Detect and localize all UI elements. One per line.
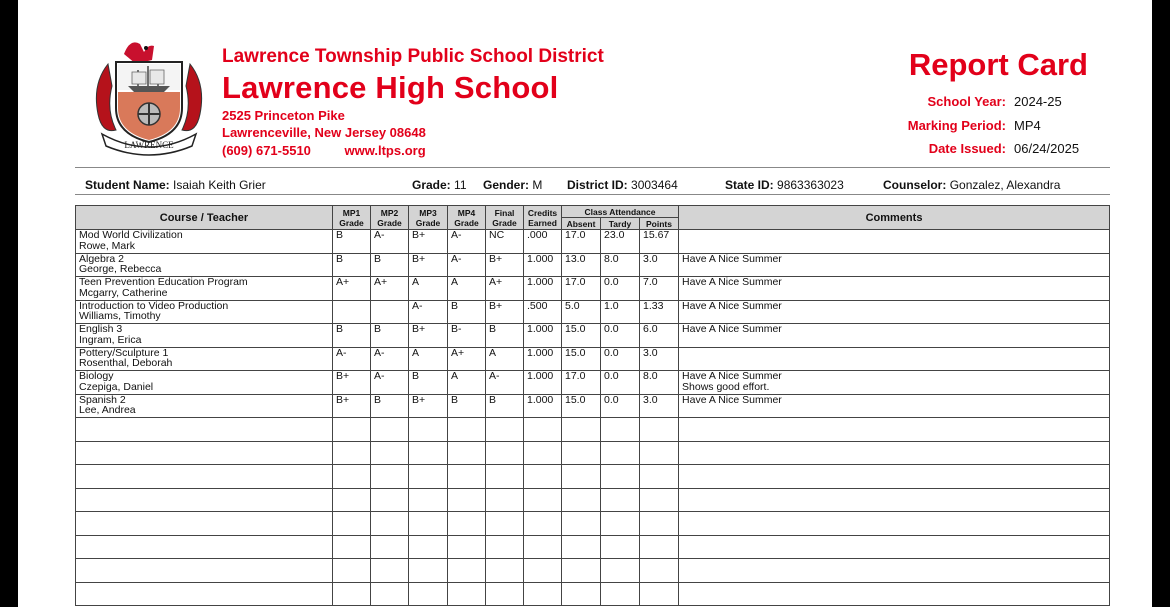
- empty-cell: [601, 441, 640, 465]
- credits-cell: 1.000: [524, 253, 562, 277]
- tardy-cell: 0.0: [601, 324, 640, 348]
- empty-cell: [679, 535, 1110, 559]
- mp4-cell: B: [448, 394, 486, 418]
- absent-cell: 17.0: [562, 230, 601, 254]
- comment-cell: [679, 300, 1110, 324]
- empty-cell: [562, 535, 601, 559]
- points-cell: 3.0: [640, 253, 679, 277]
- mp4-cell: A: [448, 371, 486, 395]
- final-cell: NC: [486, 230, 524, 254]
- points-cell: 8.0: [640, 371, 679, 395]
- course-name: Teen Prevention Education Program: [79, 276, 248, 288]
- empty-cell: [371, 465, 409, 489]
- student-name-label: Student Name:: [85, 178, 170, 192]
- header-credits-earned: Credits Earned: [524, 206, 562, 230]
- empty-cell: [448, 582, 486, 606]
- points-cell: 6.0: [640, 324, 679, 348]
- grades-table: [75, 205, 1110, 606]
- comment-line: Have A Nice Summer: [682, 300, 782, 312]
- empty-cell: [76, 418, 333, 442]
- district-name: Lawrence Township Public School District: [222, 46, 604, 67]
- empty-cell: [76, 512, 333, 536]
- course-name: Spanish 2: [79, 394, 126, 406]
- empty-table-row: [76, 465, 1110, 489]
- tardy-cell: 1.0: [601, 300, 640, 324]
- tardy-cell: 0.0: [601, 347, 640, 371]
- district-id-label: District ID:: [567, 178, 628, 192]
- mp4-cell: B-: [448, 324, 486, 348]
- comment-cell: [679, 277, 1110, 301]
- address-city: Lawrenceville, New Jersey 08648: [222, 125, 426, 140]
- grades-table-body: [76, 230, 1110, 606]
- mp1-cell: B+: [333, 371, 371, 395]
- header-mp2: MP2 Grade: [371, 206, 409, 230]
- empty-cell: [679, 465, 1110, 489]
- empty-cell: [601, 418, 640, 442]
- empty-cell: [76, 441, 333, 465]
- mp3-cell: B+: [409, 324, 448, 348]
- empty-cell: [601, 465, 640, 489]
- table-row: [76, 253, 1110, 277]
- comment-line: Have A Nice Summer: [682, 323, 782, 335]
- teacher-name: Lee, Andrea: [79, 404, 136, 416]
- mp2-cell: A-: [371, 230, 409, 254]
- empty-cell: [640, 582, 679, 606]
- empty-cell: [601, 535, 640, 559]
- empty-cell: [371, 582, 409, 606]
- empty-cell: [524, 441, 562, 465]
- empty-cell: [524, 535, 562, 559]
- table-row: [76, 324, 1110, 348]
- empty-cell: [679, 582, 1110, 606]
- school-year-row: [927, 94, 1086, 109]
- mp3-cell: B+: [409, 230, 448, 254]
- credits-cell: 1.000: [524, 347, 562, 371]
- empty-cell: [76, 465, 333, 489]
- empty-cell: [371, 512, 409, 536]
- mp2-cell: A-: [371, 371, 409, 395]
- date-issued-value: 06/24/2025: [1014, 141, 1080, 156]
- marking-period-row: [908, 118, 1086, 133]
- empty-cell: [486, 512, 524, 536]
- empty-cell: [409, 465, 448, 489]
- empty-cell: [409, 441, 448, 465]
- grade-label: Grade:: [412, 178, 451, 192]
- student-info-bar: [75, 178, 1110, 192]
- course-name: Pottery/Sculpture 1: [79, 347, 169, 359]
- absent-cell: 13.0: [562, 253, 601, 277]
- empty-cell: [524, 488, 562, 512]
- credits-cell: .500: [524, 300, 562, 324]
- table-row: [76, 230, 1110, 254]
- empty-cell: [371, 559, 409, 583]
- comment-line: Have A Nice Summer: [682, 370, 782, 382]
- report-card-page: [18, 0, 1152, 607]
- empty-table-row: [76, 535, 1110, 559]
- empty-cell: [679, 559, 1110, 583]
- mp4-cell: A-: [448, 253, 486, 277]
- empty-cell: [409, 512, 448, 536]
- empty-cell: [524, 559, 562, 583]
- grade-value: 11: [454, 178, 467, 192]
- student-name: Isaiah Keith Grier: [173, 178, 266, 192]
- points-cell: 15.67: [640, 230, 679, 254]
- empty-cell: [562, 488, 601, 512]
- final-cell: B: [486, 324, 524, 348]
- date-issued-label: Date Issued:: [928, 141, 1006, 156]
- empty-cell: [524, 582, 562, 606]
- mp1-cell: B: [333, 230, 371, 254]
- tardy-cell: 0.0: [601, 277, 640, 301]
- course-cell: [76, 347, 333, 371]
- empty-cell: [76, 559, 333, 583]
- teacher-name: Rosenthal, Deborah: [79, 357, 173, 369]
- empty-cell: [679, 441, 1110, 465]
- empty-cell: [640, 488, 679, 512]
- empty-cell: [333, 535, 371, 559]
- table-row: [76, 277, 1110, 301]
- empty-cell: [601, 488, 640, 512]
- empty-cell: [333, 488, 371, 512]
- gender-label: Gender:: [483, 178, 530, 192]
- teacher-name: Ingram, Erica: [79, 333, 142, 346]
- empty-cell: [640, 418, 679, 442]
- empty-cell: [640, 465, 679, 489]
- empty-cell: [448, 559, 486, 583]
- empty-cell: [333, 441, 371, 465]
- empty-cell: [448, 465, 486, 489]
- course-cell: [76, 277, 333, 301]
- final-cell: B+: [486, 300, 524, 324]
- absent-cell: 17.0: [562, 277, 601, 301]
- points-cell: 3.0: [640, 347, 679, 371]
- empty-cell: [333, 465, 371, 489]
- report-card-title: Report Card: [908, 47, 1088, 82]
- comment-line: Have A Nice Summer: [682, 394, 782, 406]
- mp3-cell: B+: [409, 253, 448, 277]
- marking-period-value: MP4: [1014, 118, 1041, 133]
- course-name: English 3: [79, 323, 123, 335]
- counselor-value: Gonzalez, Alexandra: [949, 178, 1061, 192]
- empty-cell: [679, 488, 1110, 512]
- final-cell: B: [486, 394, 524, 418]
- credits-cell: 1.000: [524, 324, 562, 348]
- empty-cell: [409, 488, 448, 512]
- empty-cell: [524, 512, 562, 536]
- empty-cell: [679, 512, 1110, 536]
- mp1-cell: B+: [333, 394, 371, 418]
- mp3-cell: B+: [409, 394, 448, 418]
- district-id-value: 3003464: [631, 178, 678, 192]
- empty-cell: [333, 559, 371, 583]
- table-row: [76, 371, 1110, 395]
- empty-cell: [76, 535, 333, 559]
- mp2-cell: A-: [371, 347, 409, 371]
- empty-cell: [679, 418, 1110, 442]
- comment-line: Shows good effort.: [682, 380, 770, 393]
- empty-cell: [486, 582, 524, 606]
- mp1-cell: [333, 300, 371, 324]
- empty-cell: [333, 512, 371, 536]
- empty-cell: [562, 512, 601, 536]
- header-comments: Comments: [679, 206, 1110, 230]
- info-divider: [75, 194, 1110, 195]
- empty-cell: [524, 465, 562, 489]
- mp3-cell: A: [409, 347, 448, 371]
- credits-cell: 1.000: [524, 371, 562, 395]
- absent-cell: 15.0: [562, 347, 601, 371]
- header-mp1: MP1 Grade: [333, 206, 371, 230]
- empty-cell: [486, 559, 524, 583]
- empty-cell: [409, 535, 448, 559]
- empty-cell: [448, 441, 486, 465]
- empty-cell: [486, 441, 524, 465]
- empty-cell: [371, 441, 409, 465]
- empty-cell: [371, 488, 409, 512]
- empty-cell: [76, 582, 333, 606]
- course-name: Mod World Civilization: [79, 229, 183, 241]
- header-class-attendance: Class Attendance: [562, 206, 679, 218]
- points-cell: 3.0: [640, 394, 679, 418]
- header-mp3: MP3 Grade: [409, 206, 448, 230]
- comment-cell: [679, 394, 1110, 418]
- mp1-cell: B: [333, 324, 371, 348]
- absent-cell: 5.0: [562, 300, 601, 324]
- empty-cell: [448, 512, 486, 536]
- crest-motto-text: LAWRENCE: [124, 140, 174, 150]
- credits-cell: 1.000: [524, 394, 562, 418]
- mp4-cell: A: [448, 277, 486, 301]
- empty-cell: [601, 559, 640, 583]
- counselor-label: Counselor:: [883, 178, 947, 192]
- school-year-value: 2024-25: [1014, 94, 1062, 109]
- absent-cell: 15.0: [562, 394, 601, 418]
- empty-cell: [562, 441, 601, 465]
- course-name: Biology: [79, 370, 114, 382]
- website-link[interactable]: www.ltps.org: [344, 143, 426, 158]
- state-id-label: State ID:: [725, 178, 774, 192]
- address-street: 2525 Princeton Pike: [222, 108, 345, 123]
- mp2-cell: B: [371, 324, 409, 348]
- empty-cell: [333, 418, 371, 442]
- school-name: Lawrence High School: [222, 70, 559, 105]
- empty-cell: [486, 535, 524, 559]
- mp3-cell: A: [409, 277, 448, 301]
- teacher-name: Williams, Timothy: [79, 310, 161, 322]
- table-row: [76, 394, 1110, 418]
- mp4-cell: B: [448, 300, 486, 324]
- empty-cell: [448, 418, 486, 442]
- empty-cell: [371, 418, 409, 442]
- contact-line: [222, 143, 426, 158]
- empty-table-row: [76, 488, 1110, 512]
- empty-cell: [562, 418, 601, 442]
- empty-table-row: [76, 512, 1110, 536]
- mp2-cell: A+: [371, 277, 409, 301]
- mp4-cell: A-: [448, 230, 486, 254]
- school-crest-logo: [88, 34, 210, 162]
- phone-number: (609) 671-5510: [222, 143, 311, 158]
- mp1-cell: A-: [333, 347, 371, 371]
- comment-cell: [679, 253, 1110, 277]
- empty-cell: [409, 559, 448, 583]
- empty-cell: [640, 559, 679, 583]
- empty-cell: [486, 488, 524, 512]
- header-absent: Absent: [562, 218, 601, 230]
- empty-table-row: [76, 418, 1110, 442]
- empty-cell: [486, 465, 524, 489]
- header-final-grade: Final Grade: [486, 206, 524, 230]
- mp3-cell: A-: [409, 300, 448, 324]
- teacher-name: George, Rebecca: [79, 263, 162, 275]
- tardy-cell: 0.0: [601, 394, 640, 418]
- empty-cell: [640, 441, 679, 465]
- final-cell: A: [486, 347, 524, 371]
- course-cell: [76, 300, 333, 324]
- header-points: Points: [640, 218, 679, 230]
- empty-cell: [562, 582, 601, 606]
- empty-table-row: [76, 559, 1110, 583]
- tardy-cell: 8.0: [601, 253, 640, 277]
- mp2-cell: B: [371, 253, 409, 277]
- marking-period-label: Marking Period:: [907, 118, 1006, 133]
- course-cell: [76, 253, 333, 277]
- comment-line: Have A Nice Summer: [682, 253, 782, 265]
- comment-cell: [679, 371, 1110, 395]
- course-cell: [76, 230, 333, 254]
- mp2-cell: [371, 300, 409, 324]
- empty-cell: [409, 418, 448, 442]
- top-divider: [75, 167, 1110, 168]
- table-row: [76, 300, 1110, 324]
- final-cell: A-: [486, 371, 524, 395]
- course-cell: [76, 394, 333, 418]
- table-row: [76, 347, 1110, 371]
- points-cell: 1.33: [640, 300, 679, 324]
- header-mp4: MP4 Grade: [448, 206, 486, 230]
- empty-cell: [562, 465, 601, 489]
- comment-cell: [679, 347, 1110, 371]
- final-cell: B+: [486, 253, 524, 277]
- mp2-cell: B: [371, 394, 409, 418]
- empty-cell: [333, 582, 371, 606]
- course-name: Introduction to Video Production: [79, 300, 229, 312]
- empty-cell: [640, 512, 679, 536]
- state-id-value: 9863363023: [777, 178, 844, 192]
- header-tardy: Tardy: [601, 218, 640, 230]
- course-name: Algebra 2: [79, 253, 124, 265]
- empty-cell: [371, 535, 409, 559]
- comment-cell: [679, 324, 1110, 348]
- empty-cell: [448, 488, 486, 512]
- final-cell: A+: [486, 277, 524, 301]
- teacher-name: Rowe, Mark: [79, 239, 136, 252]
- teacher-name: Mcgarry, Catherine: [79, 286, 168, 299]
- mp4-cell: A+: [448, 347, 486, 371]
- absent-cell: 15.0: [562, 324, 601, 348]
- absent-cell: 17.0: [562, 371, 601, 395]
- tardy-cell: 0.0: [601, 371, 640, 395]
- tardy-cell: 23.0: [601, 230, 640, 254]
- mp3-cell: B: [409, 371, 448, 395]
- course-cell: [76, 324, 333, 348]
- credits-cell: 1.000: [524, 277, 562, 301]
- school-year-label: School Year:: [927, 94, 1006, 109]
- teacher-name: Czepiga, Daniel: [79, 380, 154, 393]
- empty-cell: [601, 512, 640, 536]
- empty-cell: [486, 418, 524, 442]
- comment-cell: [679, 230, 1110, 254]
- empty-cell: [562, 559, 601, 583]
- empty-cell: [448, 535, 486, 559]
- empty-cell: [640, 535, 679, 559]
- mp1-cell: A+: [333, 277, 371, 301]
- empty-cell: [601, 582, 640, 606]
- empty-cell: [409, 582, 448, 606]
- course-cell: [76, 371, 333, 395]
- header-course-teacher: Course / Teacher: [76, 206, 333, 230]
- empty-cell: [524, 418, 562, 442]
- empty-cell: [76, 488, 333, 512]
- comment-line: Have A Nice Summer: [682, 276, 782, 288]
- gender-value: M: [532, 178, 543, 192]
- empty-table-row: [76, 441, 1110, 465]
- empty-table-row: [76, 582, 1110, 606]
- date-issued-row: [929, 141, 1086, 156]
- points-cell: 7.0: [640, 277, 679, 301]
- mp1-cell: B: [333, 253, 371, 277]
- credits-cell: .000: [524, 230, 562, 254]
